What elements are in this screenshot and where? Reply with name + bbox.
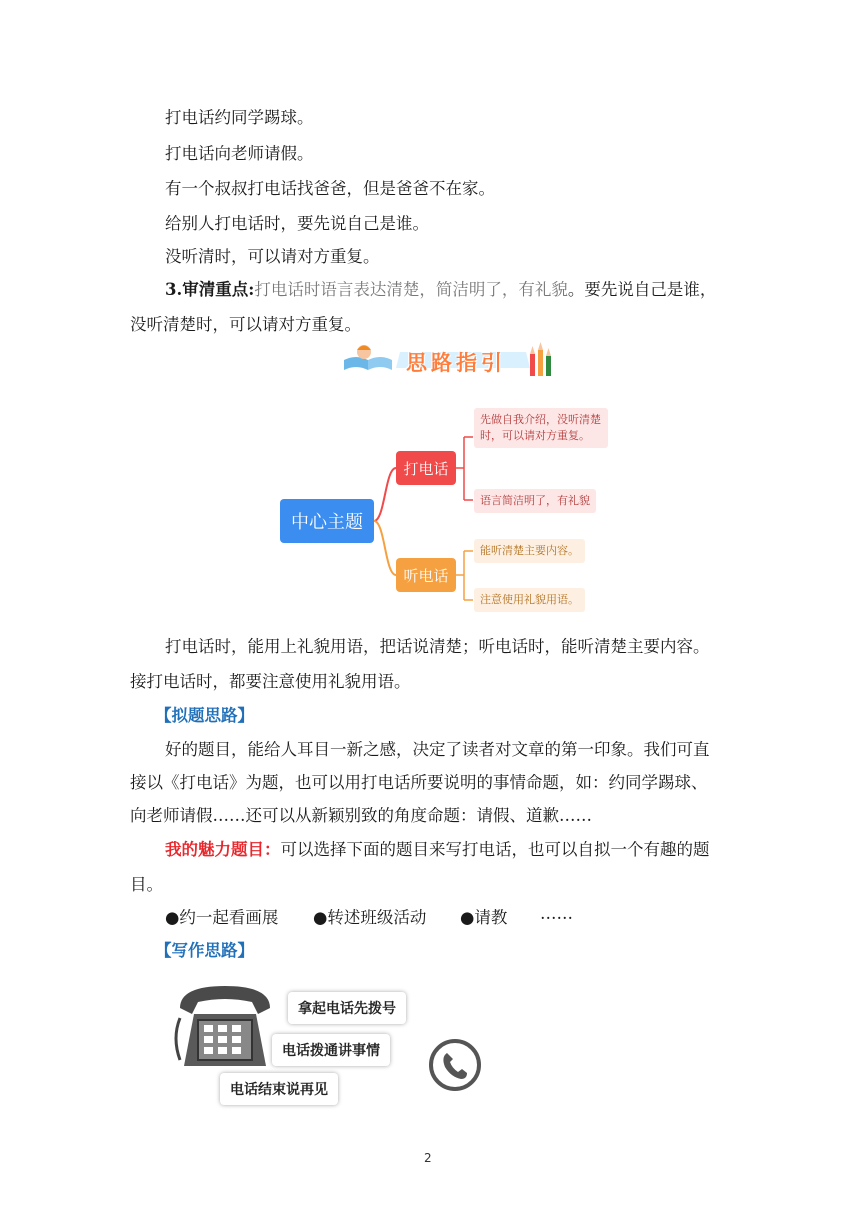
leaf-answer-call-2: 注意使用礼貌用语。 [474, 588, 585, 612]
mind-map-center: 中心主题 [280, 499, 374, 543]
key-point-gray-text: 打电话时语言表达清楚，简洁明了，有礼貌 [254, 280, 568, 299]
title-thinking-line3: 向老师请假……还可以从新颖别致的角度命题：请假、道歉…… [130, 806, 592, 825]
example-3: 有一个叔叔打电话找爸爸，但是爸爸不在家。 [165, 179, 495, 198]
example-2: 打电话向老师请假。 [165, 144, 314, 163]
mind-map [270, 400, 620, 620]
banner [340, 340, 555, 380]
topic-1: ●约一起看画展 [165, 908, 279, 927]
phone-graphic [170, 975, 490, 1115]
example-1: 打电话约同学踢球。 [165, 108, 314, 127]
example-5: 没听清时，可以请对方重复。 [165, 247, 380, 266]
telephone-icon [170, 978, 280, 1078]
step-1: 拿起电话先拨号 [288, 992, 406, 1024]
step-2: 电话拨通讲事情 [272, 1034, 390, 1066]
title-thinking-heading: 【拟题思路】 [155, 706, 254, 725]
summary-line1: 打电话时，能用上礼貌用语，把话说清楚；听电话时，能听清楚主要内容。 [165, 637, 710, 656]
page-number: 2 [424, 1151, 432, 1165]
branch-answer-call: 听电话 [396, 558, 456, 592]
phone-circle-icon [427, 1037, 483, 1093]
writing-thinking-heading: 【写作思路】 [155, 941, 254, 960]
charm-title-text: 可以选择下面的题目来写打电话，也可以自拟一个有趣的题 [280, 840, 710, 859]
charm-title-line2: 目。 [130, 875, 163, 894]
charm-title-label: 我的魅力题目： [165, 840, 281, 859]
example-4: 给别人打电话时，要先说自己是谁。 [165, 214, 429, 233]
charm-title-line1 [165, 836, 710, 860]
leaf-make-call-2: 语言简洁明了，有礼貌 [474, 489, 596, 513]
leaf-answer-call-1: 能听清楚主要内容。 [474, 539, 585, 563]
step-3: 电话结束说再见 [220, 1073, 338, 1105]
key-point-number: 3. [165, 280, 183, 299]
title-thinking-line1: 好的题目，能给人耳目一新之感，决定了读者对文章的第一印象。我们可直 [165, 740, 710, 759]
branch-make-call: 打电话 [396, 451, 456, 485]
banner-title: 思路指引 [406, 351, 506, 375]
key-point-label: 审清重点: [182, 280, 255, 299]
key-point-rest: 。要先说自己是谁， [567, 280, 717, 299]
key-point-line2: 没听清楚时，可以请对方重复。 [130, 315, 361, 334]
topic-2: ●转述班级活动 [313, 908, 427, 927]
topic-3: ●请教 [460, 908, 508, 927]
leaf-make-call-1: 先做自我介绍，没听清楚时，可以请对方重复。 [474, 408, 608, 448]
topic-4: …… [540, 904, 573, 923]
summary-line2: 接打电话时，都要注意使用礼貌用语。 [130, 672, 411, 691]
key-point-line1 [165, 276, 716, 300]
title-thinking-line2: 接以《打电话》为题，也可以用打电话所要说明的事情命题，如：约同学踢球、 [130, 773, 708, 792]
